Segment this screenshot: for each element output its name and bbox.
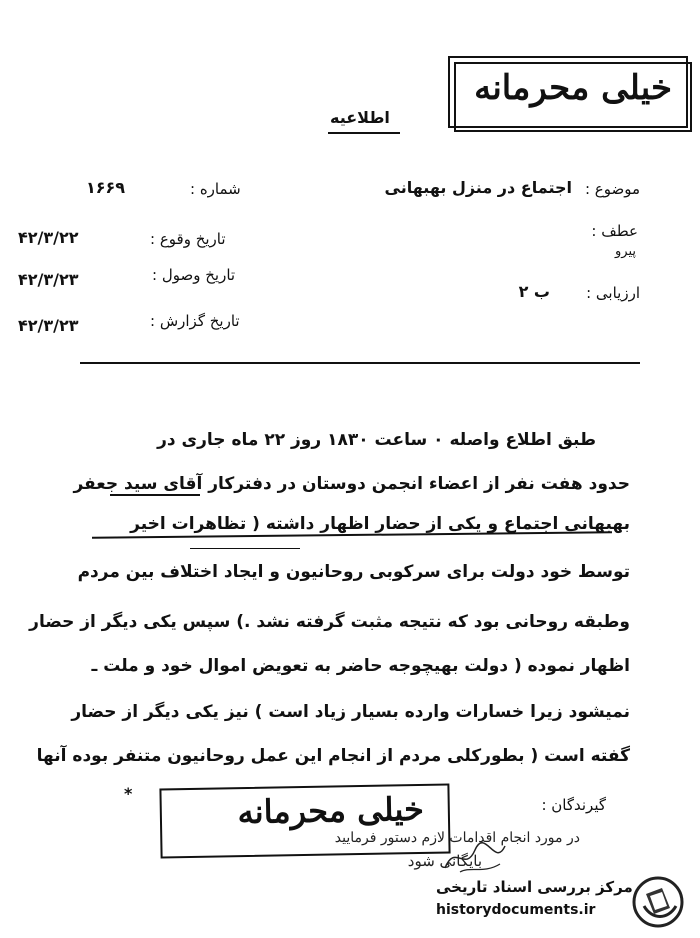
body-line: طبق اطلاع واصله ۰ ساعت ۱۸۳۰ روز ۲۲ ماه جاری در [157, 430, 596, 450]
top-stamp-text: خیلی محرمانه [474, 68, 672, 108]
subject-label: موضوع : [584, 180, 640, 198]
ref-label: عطف : [591, 222, 638, 240]
occurrence-label: تاریخ وقوع : [150, 230, 226, 248]
number-label: شماره : [190, 180, 241, 198]
recipients-label: گیرندگان : [541, 796, 606, 814]
watermark-title: مرکز بررسی اسناد تاریخی [436, 878, 633, 896]
body-line: گفته است ( بطورکلی مردم از انجام این عمل روحانیون متنفر بوده آنها [36, 746, 630, 766]
bottom-stamp-text: خیلی محرمانه [237, 789, 425, 832]
report-label: تاریخ گزارش : [150, 312, 240, 330]
history-documents-logo-icon [632, 876, 684, 928]
handwritten-signature [440, 838, 510, 878]
underline-mark [110, 494, 200, 496]
follow-label: پیرو [615, 244, 636, 259]
header-divider [80, 362, 640, 364]
report-value: ۴۲/۳/۲۳ [18, 316, 79, 335]
notice-title-underline [328, 132, 400, 134]
evaluation-label: ارزیابی : [586, 284, 640, 302]
notice-title: اطلاعیه [330, 108, 390, 127]
occurrence-value: ۴۲/۳/۲۲ [18, 228, 79, 247]
body-line: نمیشود زیرا خسارات وارده بسیار زیاد است ) نیز یکی دیگر از حضار [71, 702, 630, 722]
body-line: وطبقه روحانی بود که نتیجه مثبت گرفته نشد .) سپس یکی دیگر از حضار [29, 612, 630, 632]
handwritten-note: در مورد انجام اقدامات لازم دستور فرمایید [334, 830, 580, 846]
receipt-value: ۴۲/۳/۲۳ [18, 270, 79, 289]
underline-mark [190, 548, 300, 549]
body-line: اظهار نموده ( دولت بهیچوجه حاضر به تعویض اموال خود و ملت ـ [91, 656, 630, 676]
evaluation-value: ب ۲ [518, 282, 550, 301]
body-line: توسط خود دولت برای سرکوبی روحانیون و ایجاد اختلاف بین مردم [77, 562, 630, 582]
body-line: حدود هفت نفر از اعضاء انجمن دوستان در دفترکار آقای سید جعفر [73, 474, 630, 494]
top-confidential-stamp [448, 56, 688, 128]
bottom-confidential-stamp [159, 783, 450, 858]
number-value: ۱۶۶۹ [86, 178, 126, 197]
star-mark: * [124, 784, 133, 803]
receipt-label: تاریخ وصول : [152, 266, 236, 284]
subject-value: اجتماع در منزل بهبهانی [384, 178, 572, 197]
body-line: بهبهانی اجتماع و یکی از حضار اظهار داشته ( تظاهرات اخیر [130, 514, 630, 534]
watermark-url: historydocuments.ir [436, 902, 596, 918]
handwritten-note: بایگانی شود [407, 852, 482, 870]
